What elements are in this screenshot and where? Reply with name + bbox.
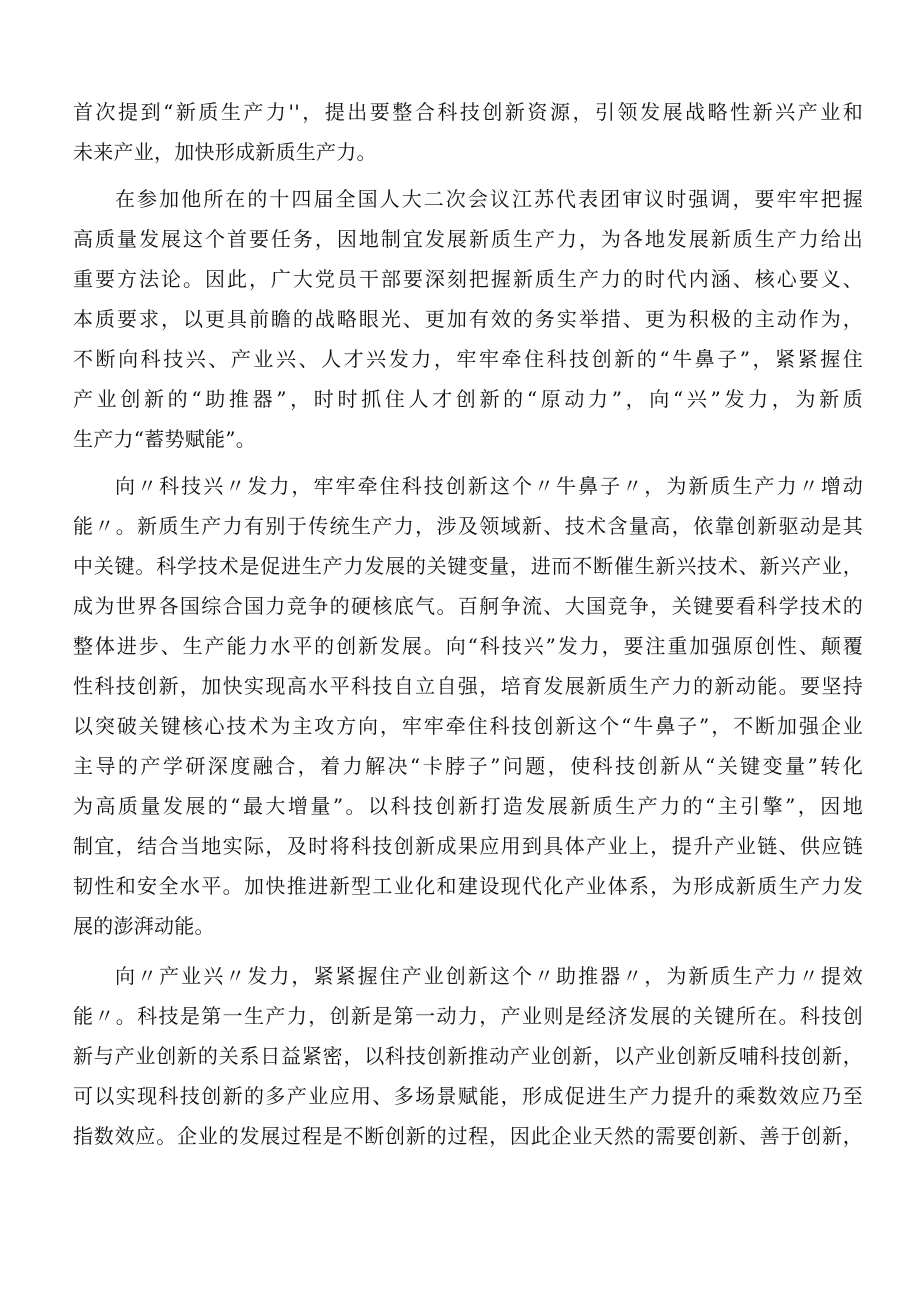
text-line: 本质要求，以更具前瞻的战略眼光、更加有效的务实举措、更为积极的主动作为，	[73, 307, 863, 331]
text-line: 主导的产学研深度融合，着力解决“卡脖子”问题，使科技创新从“关键变量”转化	[73, 754, 863, 778]
text-line: 能〃。新质生产力有别于传统生产力，涉及领域新、技术含量高，依靠创新驱动是其	[73, 514, 863, 538]
text-line: 首次提到“新质生产力''，提出要整合科技创新资源，引领发展战略性新兴产业和	[73, 100, 863, 124]
text-line: 指数效应。企业的发展过程是不断创新的过程，因此企业天然的需要创新、善于创新，	[73, 1124, 863, 1148]
text-line: 未来产业，加快形成新质生产力。	[73, 140, 377, 164]
paragraph-1	[73, 92, 863, 172]
document-page	[73, 92, 863, 1156]
text-line: 产业创新的“助推器”，时时抓住人才创新的“原动力”，向“兴”发力，为新质	[73, 387, 863, 411]
text-line: 为高质量发展的“最大增量”。以科技创新打造发展新质生产力的“主引擎”，因地	[73, 794, 863, 818]
paragraph-2	[73, 179, 863, 459]
text-line: 以突破关键核心技术为主攻方向，牢牢牵住科技创新这个“牛鼻子”，不断加强企业	[73, 714, 863, 738]
text-line: 性科技创新，加快实现高水平科技自立自强，培育发展新质生产力的新动能。要坚持	[73, 674, 863, 698]
text-line: 生产力“蓄势赋能”。	[73, 427, 256, 451]
text-line: 向〃科技兴〃发力，牢牢牵住科技创新这个〃牛鼻子〃，为新质生产力〃增动	[115, 474, 863, 498]
text-line: 成为世界各国综合国力竞争的硬核底气。百舸争流、大国竞争，关键要看科学技术的	[73, 594, 863, 618]
text-line: 新与产业创新的关系日益紧密，以科技创新推动产业创新，以产业创新反哺科技创新，	[73, 1044, 863, 1068]
paragraph-3	[73, 466, 863, 946]
text-line: 中关键。科学技术是促进生产力发展的关键变量，进而不断催生新兴技术、新兴产业，	[73, 554, 863, 578]
text-line: 制宜，结合当地实际，及时将科技创新成果应用到具体产业上，提升产业链、供应链	[73, 834, 863, 858]
text-line: 能〃。科技是第一生产力，创新是第一动力，产业则是经济发展的关键所在。科技创	[73, 1004, 863, 1028]
text-line: 整体进步、生产能力水平的创新发展。向“科技兴”发力，要注重加强原创性、颠覆	[73, 634, 863, 658]
text-line: 重要方法论。因此，广大党员干部要深刻把握新质生产力的时代内涵、核心要义、	[73, 267, 863, 291]
text-line: 可以实现科技创新的多产业应用、多场景赋能，形成促进生产力提升的乘数效应乃至	[73, 1084, 863, 1108]
text-line: 不断向科技兴、产业兴、人才兴发力，牢牢牵住科技创新的“牛鼻子”，紧紧握住	[73, 347, 863, 371]
text-line: 向〃产业兴〃发力，紧紧握住产业创新这个〃助推器〃，为新质生产力〃提效	[115, 964, 863, 988]
text-line: 韧性和安全水平。加快推进新型工业化和建设现代化产业体系，为形成新质生产力发	[73, 874, 863, 898]
text-line: 展的澎湃动能。	[73, 914, 215, 938]
paragraph-4	[73, 956, 863, 1156]
text-line: 在参加他所在的十四届全国人大二次会议江苏代表团审议时强调，要牢牢把握	[115, 187, 863, 211]
text-line: 高质量发展这个首要任务，因地制宜发展新质生产力，为各地发展新质生产力给出	[73, 227, 863, 251]
